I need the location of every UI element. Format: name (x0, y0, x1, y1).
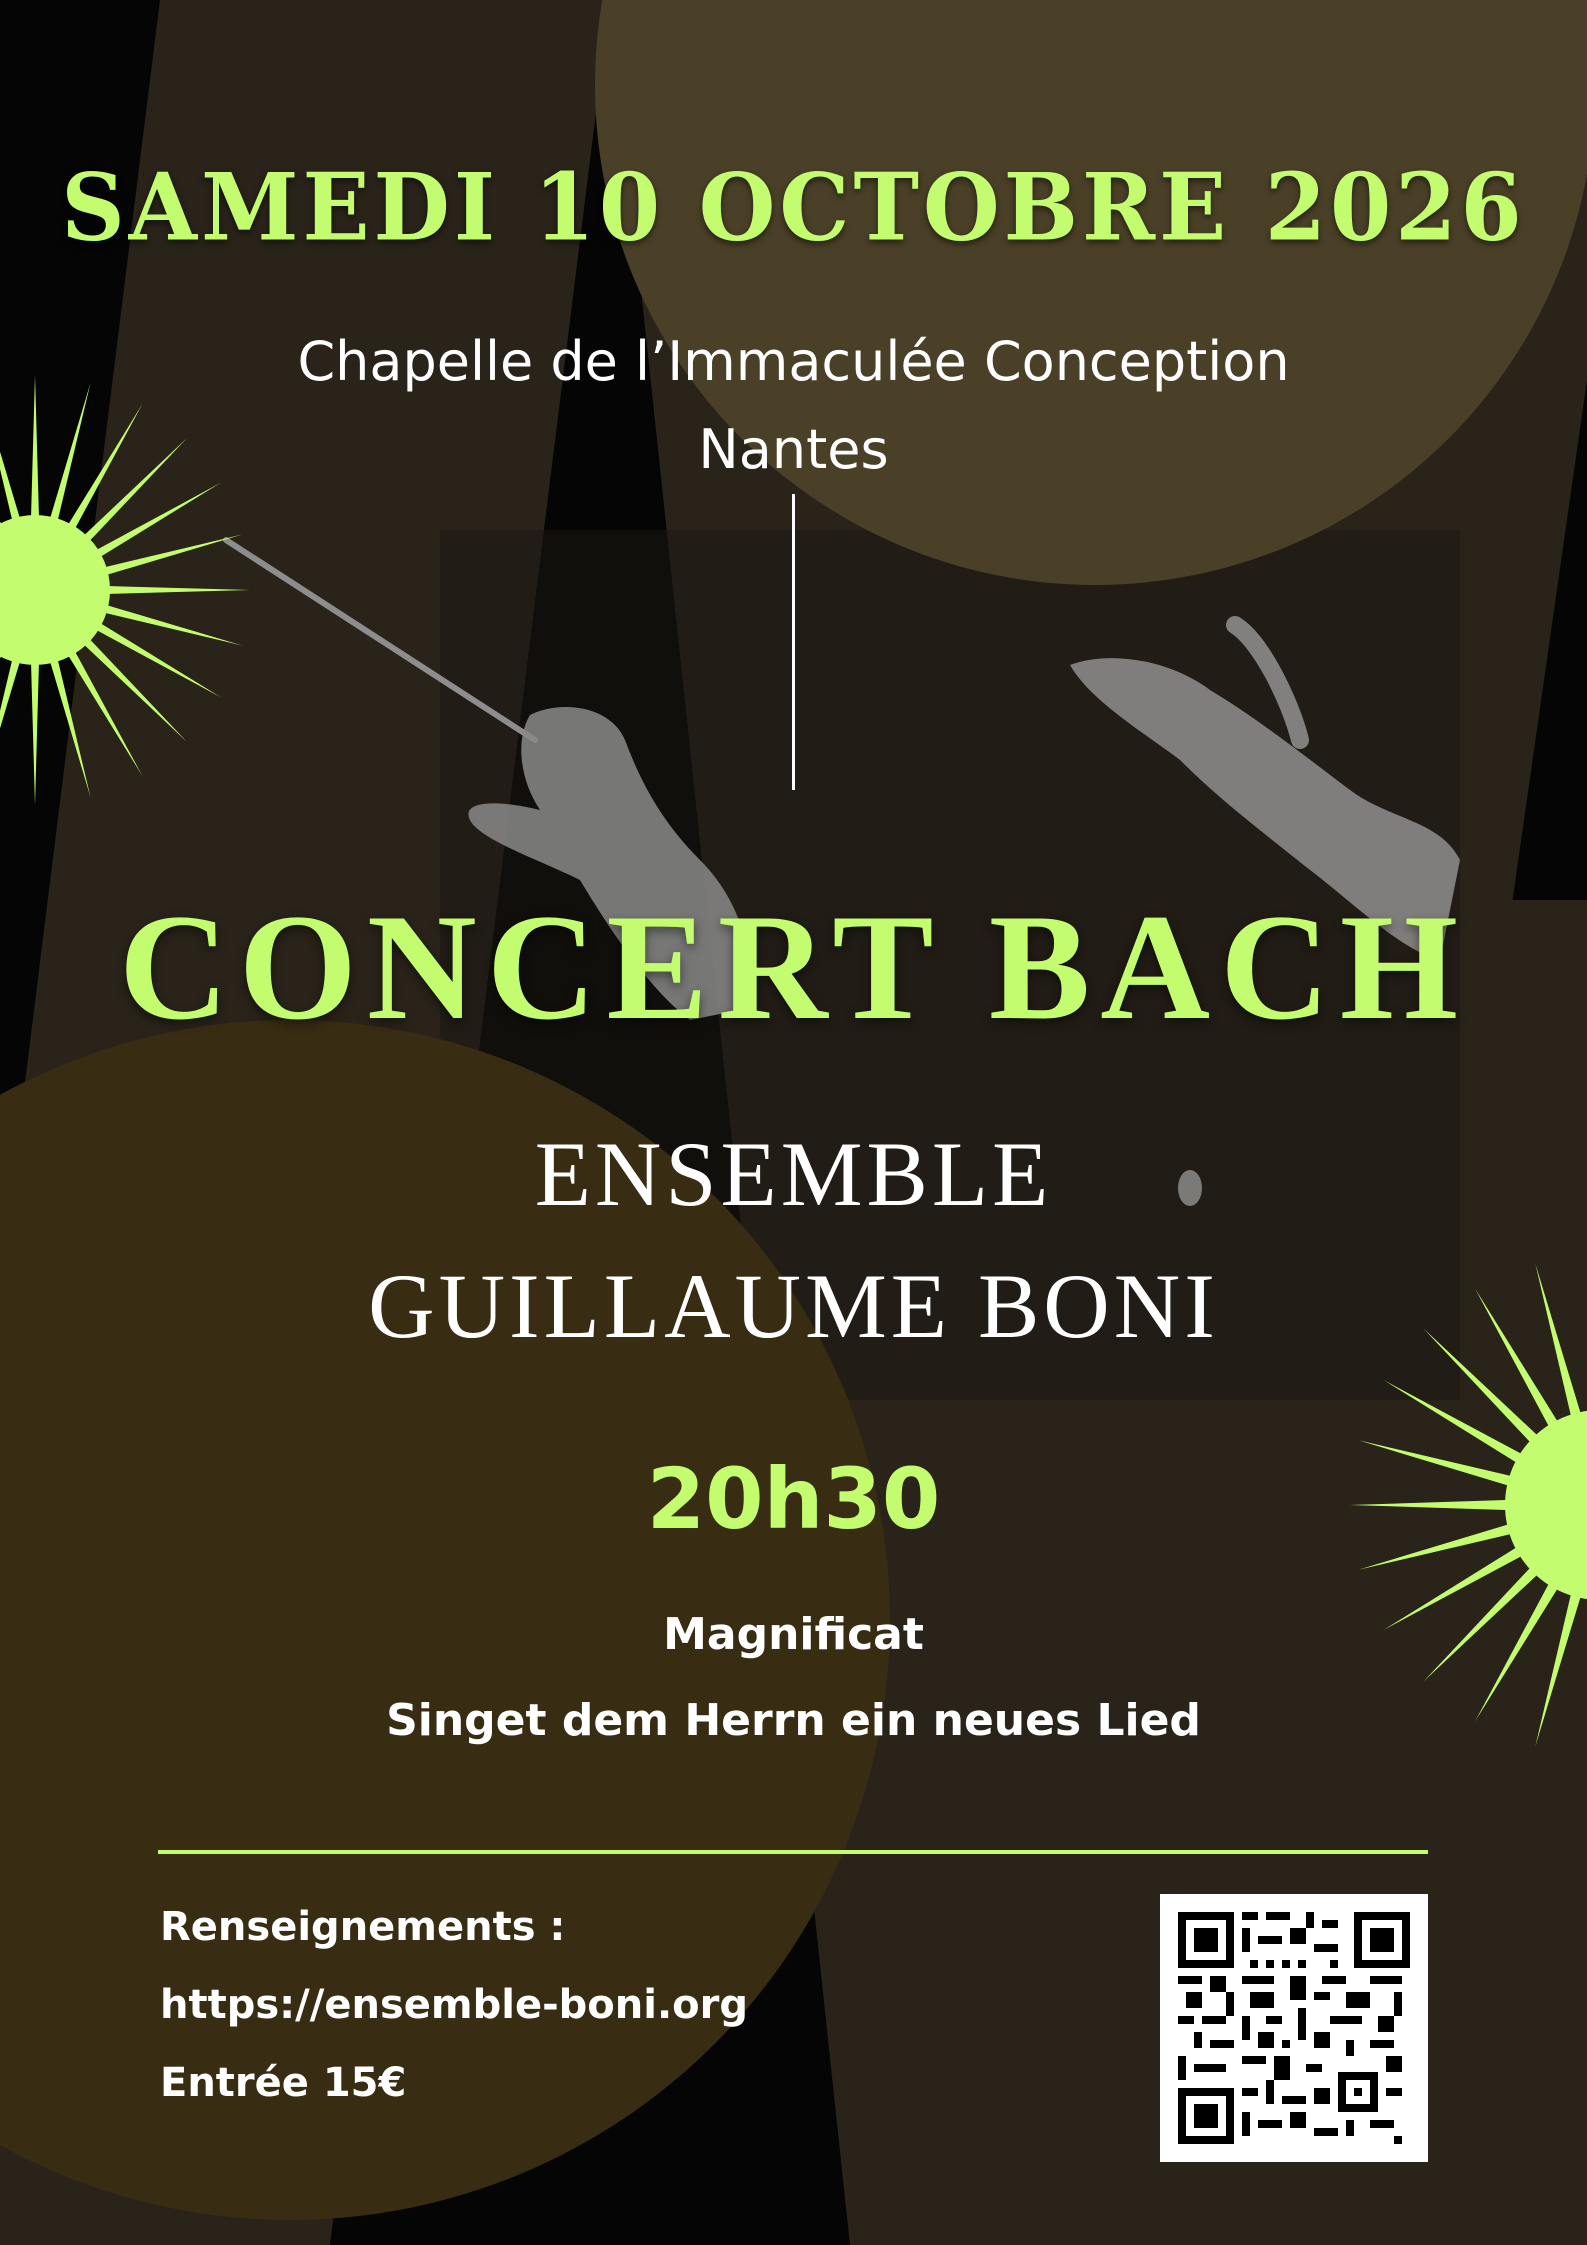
horizontal-divider (158, 1850, 1428, 1854)
event-title: CONCERT BACH (118, 883, 1469, 1051)
qr-code-icon (1178, 1912, 1410, 2144)
venue (0, 318, 1587, 494)
venue-name: Chapelle de l’Immaculée Conception (297, 330, 1290, 393)
ensemble-name (0, 1108, 1587, 1372)
ensemble-line-2: GUILLAUME BONI (368, 1255, 1219, 1357)
program-list (0, 1592, 1587, 1764)
event-time: 20h30 (646, 1450, 941, 1548)
qr-code-icon[interactable] (1160, 1894, 1428, 2162)
program-item: Magnificat (663, 1609, 924, 1660)
website-link[interactable]: https://ensemble-boni.org (160, 1982, 749, 2028)
ensemble-line-1: ENSEMBLE (534, 1123, 1053, 1225)
venue-city: Nantes (698, 418, 889, 481)
info-block (160, 1888, 748, 2122)
ticket-price: Entrée 15€ (160, 2060, 407, 2106)
info-label: Renseignements : (160, 1904, 566, 1950)
vertical-divider (792, 494, 795, 790)
event-date: SAMEDI 10 OCTOBRE 2026 (61, 152, 1526, 262)
program-item: Singet dem Herrn ein neues Lied (386, 1695, 1201, 1746)
